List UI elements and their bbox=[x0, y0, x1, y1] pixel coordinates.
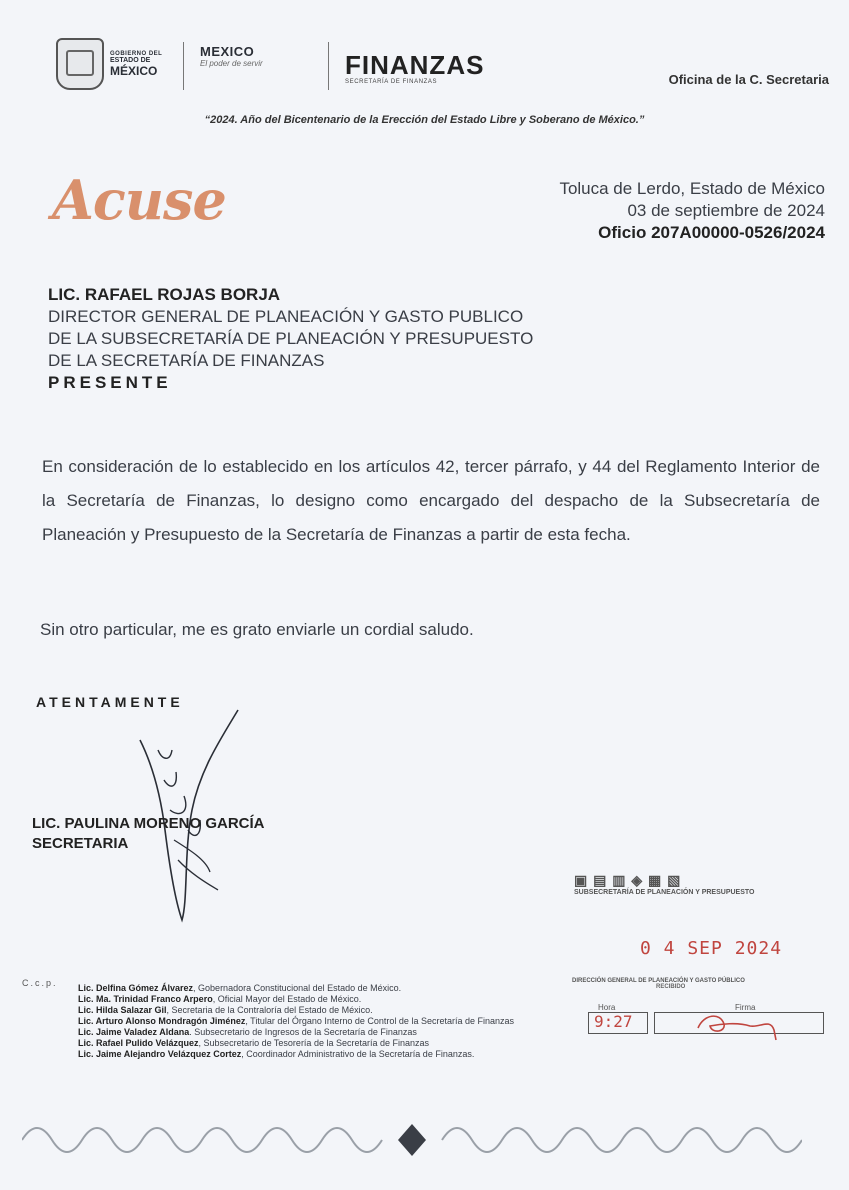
ccp-role: , Titular del Órgano Interno de Control de la Secretaría de Finanzas bbox=[245, 1016, 514, 1026]
gob-line3: MÉXICO bbox=[110, 63, 158, 78]
ccp-name: Lic. Jaime Valadez Aldana bbox=[78, 1027, 190, 1037]
acuse-stamp: Acuse bbox=[52, 168, 226, 232]
closing-line: Sin otro particular, me es grato enviarle un cordial saludo. bbox=[40, 620, 474, 639]
body-paragraph: En consideración de lo establecido en los artículos 42, tercer párrafo, y 44 del Reglamento Interior de la Secretaría de Finanzas, lo designo como encargado del despacho de la Subsecretaría de Planeación y Presupuesto de la Secretaría de Finanzas a partir de esta fecha. bbox=[42, 457, 820, 544]
ccp-role: , Oficial Mayor del Estado de México. bbox=[212, 994, 362, 1004]
header-divider bbox=[183, 42, 184, 90]
addressee-name: LIC. RAFAEL ROJAS BORJA bbox=[48, 285, 281, 304]
ccp-item bbox=[78, 1005, 514, 1016]
ccp-item bbox=[78, 1049, 514, 1060]
addressee-line3: DE LA SECRETARÍA DE FINANZAS bbox=[48, 351, 325, 370]
atentamente: ATENTAMENTE bbox=[36, 694, 184, 710]
header-divider bbox=[328, 42, 329, 90]
gob-line1: GOBIERNO DEL bbox=[110, 50, 163, 57]
ccp-name: Lic. Arturo Alonso Mondragón Jiménez bbox=[78, 1016, 246, 1026]
reception-date-stamp: 0 4 SEP 2024 bbox=[640, 938, 783, 959]
ccp-role: , Coordinador Administrativo de la Secretaría de Finanzas. bbox=[241, 1049, 475, 1059]
ccp-label: C.c.p. bbox=[22, 978, 58, 988]
ccp-item bbox=[78, 1027, 514, 1038]
place: Toluca de Lerdo, Estado de México bbox=[559, 179, 825, 198]
finanzas-subtitle: SECRETARÍA DE FINANZAS bbox=[345, 79, 438, 85]
signer-block bbox=[32, 814, 265, 854]
oficio-number: Oficio 207A00000-0526/2024 bbox=[598, 223, 825, 242]
hora-label: Hora bbox=[598, 1003, 616, 1012]
ccp-item bbox=[78, 1016, 514, 1027]
mexico-logo bbox=[200, 44, 263, 68]
ccp-item bbox=[78, 994, 514, 1005]
direccion-text: DIRECCIÓN GENERAL DE PLANEACIÓN Y GASTO PÚBLICO bbox=[572, 978, 745, 984]
reception-stamp-text: SUBSECRETARÍA DE PLANEACIÓN Y PRESUPUESTO bbox=[574, 889, 755, 896]
decorative-border bbox=[22, 1120, 802, 1160]
ccp-item bbox=[78, 1038, 514, 1049]
direccion-stamp bbox=[572, 978, 745, 990]
reception-stamp bbox=[574, 872, 754, 896]
reception-stamp-seal-icon: ▣ ▤ ▥ ◈ ▦ ▧ bbox=[574, 872, 682, 888]
ccp-item bbox=[78, 983, 514, 994]
handwritten-signature bbox=[130, 700, 260, 925]
signer-name: LIC. PAULINA MORENO GARCÍA bbox=[32, 815, 265, 832]
addressee-line2: DE LA SUBSECRETARÍA DE PLANEACIÓN Y PRESUPUESTO bbox=[48, 329, 534, 348]
ccp-role: , Gobernadora Constitucional del Estado de México. bbox=[193, 983, 402, 993]
ccp-name: Lic. Delfina Gómez Álvarez bbox=[78, 983, 194, 993]
year-motto: “2024. Año del Bicentenario de la Erección del Estado Libre y Soberano de México.” bbox=[204, 114, 645, 126]
addressee-line1: DIRECTOR GENERAL DE PLANEACIÓN Y GASTO PUBLICO bbox=[48, 307, 524, 326]
ccp-name: Lic. Rafael Pulido Velázquez bbox=[78, 1038, 199, 1048]
ccp-name: Lic. Ma. Trinidad Franco Arpero bbox=[78, 994, 213, 1004]
gobierno-text bbox=[110, 51, 162, 77]
finanzas-logo bbox=[345, 50, 484, 85]
hora-handwritten: 9:27 bbox=[594, 1012, 633, 1031]
office-label: Oficina de la C. Secretaria bbox=[668, 72, 829, 87]
ccp-role: . Subsecretario de Ingresos de la Secretaría de Finanzas bbox=[189, 1027, 417, 1037]
ccp-role: , Subsecretario de Tesorería de la Secretaría de Finanzas bbox=[198, 1038, 430, 1048]
ccp-role: , Secretaria de la Contraloría del Estado de México. bbox=[166, 1005, 373, 1015]
recibido-text: RECIBIDO bbox=[656, 984, 686, 990]
presente: PRESENTE bbox=[48, 373, 172, 392]
ccp-name: Lic. Hilda Salazar Gil bbox=[78, 1005, 167, 1015]
mexico-logo-tag: El poder de servir bbox=[200, 59, 263, 68]
addressee-block bbox=[48, 284, 533, 394]
gob-line2: ESTADO DE bbox=[110, 57, 151, 65]
state-seal-icon bbox=[56, 38, 104, 90]
ccp-list bbox=[78, 983, 514, 1060]
date: 03 de septiembre de 2024 bbox=[627, 201, 825, 220]
finanzas-title: FINANZAS bbox=[345, 50, 485, 80]
gobierno-logo bbox=[56, 38, 162, 90]
firma-label: Firma bbox=[735, 1003, 756, 1012]
date-block bbox=[559, 178, 825, 244]
signer-title: SECRETARIA bbox=[32, 835, 129, 852]
mexico-logo-text: MEXICO bbox=[200, 44, 255, 59]
receiver-signature bbox=[690, 1006, 800, 1042]
ccp-name: Lic. Jaime Alejandro Velázquez Cortez bbox=[78, 1049, 242, 1059]
